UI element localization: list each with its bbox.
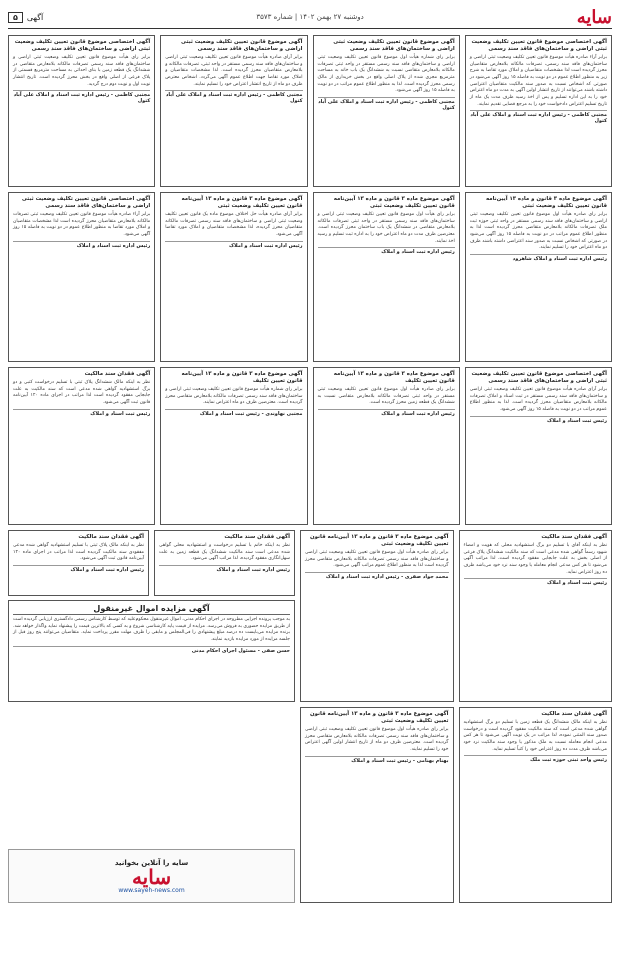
ad-title: آگهی موضوع ماده ۳ قانون و ماده ۱۳ آیین‌نامه قانون تعیین تکلیف وضعیت ثبتی (310, 534, 449, 548)
ad-title: آگهی موضوع ماده ۳ قانون و ماده ۱۳ آیین‌نامه قانون تعیین تکلیف وضعیت ثبتی (333, 196, 455, 210)
ad-signature: رئیس اداره ثبت اسناد و املاک (159, 565, 290, 573)
ad-body: برابر آراء صادره هیأت موضوع قانون تعیین تکلیف وضعیت ثبتی اراضی و ساختمان‌های فاقد سند رسمی، تصرفات مالکانه بلامعارض متقاضیان محرز گردیده است لذا مشخصات متقاضیان و املاک مورد تقاضا به شرح زیر به منظور اطلاع عموم در دو نوبت به فاصله ۱۵ روز آگهی می‌شود در صورتی که اشخاص نسبت به صدور سند مالکیت متقاضیان اعتراضی داشته باشند می‌توانند از تاریخ انتشار اولین آگهی به مدت دو ماه اعتراض خود را به این اداره تسلیم و پس از اخذ رسید ظرف مدت یک ماه از تاریخ تسلیم اعتراض دادخواست خود را به مرجع قضایی تقدیم نمایند. (469, 55, 607, 107)
ad-title: آگهی موضوع ماده ۳ قانون و ماده ۱۳ آیین‌نامه قانون تعیین تکلیف وضعیت ثبتی (181, 196, 303, 210)
ads-row-2 (8, 192, 612, 362)
ad-body: برابر آرای صادره هیأت حل اختلاف موضوع ماده یک قانون تعیین تکلیف وضعیت ثبتی اراضی و ساختمان‌های فاقد سند رسمی تصرفات مالکانه متقاضیان محرز گردیده، لذا مشخصات متقاضیان و املاک مورد تقاضا آگهی می‌شود. (165, 212, 303, 237)
ad-body: برابر آرای صادره هیأت موضوع قانون تعیین تکلیف وضعیت ثبتی اراضی و ساختمان‌های فاقد سند رسمی مستقر در واحد ثبتی، تصرفات مالکانه و بلامعارض متقاضیان محرز گردیده است. لذا مشخصات متقاضیان و املاک مورد تقاضا جهت اطلاع عموم آگهی می‌گردد. اشخاص معترض ظرف دو ماه از تاریخ انتشار اعتراض خود را تسلیم نمایند. (165, 55, 303, 87)
ad-title: آگهی فقدان سند مالکیت (541, 534, 607, 540)
auction-body: به موجب پرونده اجرایی مطروحه در اجرای احکام مدنی، اموال غیرمنقول محکوم‌علیه که توسط کارشناس رسمی دادگستری ارزیابی گردیده است از طریق مزایده حضوری به فروش می‌رسد. مزایده از قیمت پایه کارشناسی شروع و به کسی که بالاترین قیمت را پیشنهاد نماید واگذار خواهد شد. برنده مزایده می‌بایست ده درصد مبلغ پیشنهادی را فی‌المجلس و مابقی را ظرف مهلت مقرر پرداخت نماید. متقاضیان می‌توانند پنج روز قبل از جلسه مزایده از مورد مزایده بازدید نمایند. (13, 617, 290, 642)
ad-body: برابر آراء صادره هیأت موضوع قانون تعیین تکلیف وضعیت ثبتی تصرفات مالکانه بلامعارض متقاضیان محرز گردیده است لذا مشخصات متقاضیان و املاک مورد تقاضا به منظور اطلاع عموم در دو نوبت به فاصله ۱۵ روز آگهی می‌شود. (13, 212, 151, 237)
ad-title: آگهی موضوع ماده ۳ قانون و ماده ۱۳ آیین‌نامه قانون تعیین تکلیف (333, 371, 455, 385)
ad-signature: رئیس اداره ثبت اسناد و املاک (318, 409, 455, 417)
ad-body: برابر رای هیأت اول موضوع قانون تعیین تکلیف وضعیت ثبتی اراضی و ساختمان‌های فاقد سند رسمی مستقر در واحد ثبتی تصرفات مالکانه بلامعارض متقاضی در ششدانگ یک باب ساختمان محرز گردیده است. معترضین ظرف مدت دو ماه اعتراض خود را به اداره ثبت تسلیم و رسید اخذ نمایند. (317, 212, 455, 244)
auction-title: آگهی مزایده اموال غیرمنقول (13, 604, 290, 615)
ad-box (8, 367, 155, 525)
ad-box (160, 192, 307, 362)
ad-title: آگهی فقدان سند مالکیت (84, 371, 151, 377)
page-header (8, 6, 612, 29)
ad-body: برابر آرای صادره هیأت موضوع قانون تعیین تکلیف وضعیت ثبتی اراضی و ساختمان‌های فاقد سند رسمی مستقر در ثبت اسناد و املاک تصرفات مالکانه بلامعارض متقاضیان محرز گردیده است. لذا به منظور اطلاع عموم مراتب در دو نوبت به فاصله ۱۵ روز آگهی می‌شود. (469, 387, 607, 412)
ad-title: آگهی موضوع ماده ۳ قانون و ماده ۱۳ آیین‌نامه قانون تعیین تکلیف (181, 371, 303, 385)
ad-box (160, 35, 307, 187)
mini-row (8, 530, 295, 596)
section-label: آگهی (26, 12, 44, 22)
ad-box (300, 530, 454, 702)
ad-title: آگهی اختصاصی موضوع قانون تعیین تکلیف وضعیت ثبتی اراضی و ساختمان‌های فاقد سند رسمی (471, 39, 607, 53)
ad-title: آگهی فقدان سند مالکیت (541, 711, 607, 717)
ad-signature: رئیس ثبت اسناد و املاک (464, 578, 608, 586)
ad-title: آگهی موضوع ماده ۳ قانون و ماده ۱۳ آیین‌نامه قانون تعیین تکلیف وضعیت ثبتی (310, 711, 449, 725)
ad-signature: بهنام بهنامی - رئیس ثبت اسناد و املاک (305, 756, 449, 764)
ad-signature: رئیس ثبت اسناد و املاک (13, 409, 150, 417)
ads-row-1 (8, 35, 612, 187)
ad-body: نظر به اینکه مالک پلاک ثبتی با تسلیم استشهادیه گواهی شده مدعی مفقودی سند مالکیت گردیده است لذا مراتب در اجرای ماده ۱۲۰ آیین‌نامه قانون ثبت آگهی می‌شود. (13, 543, 144, 562)
ad-body: برابر رای شماره هیأت اول موضوع قانون تعیین تکلیف وضعیت ثبتی اراضی و ساختمان‌های فاقد سند رسمی مستقر در واحد ثبتی تصرفات مالکانه بلامعارض متقاضی نسبت به ششدانگ یک باب خانه به مساحت مترمربع مجزی شده از پلاک اصلی واقع در بخش خریداری از مالک رسمی محرز گردیده است. لذا به منظور اطلاع عموم مراتب در دو نوبت به فاصله ۱۵ روز آگهی می‌شود. (317, 55, 455, 94)
ad-box (300, 707, 454, 903)
ad-body: نظر به اینکه آقای با تسلیم دو برگ استشهادیه محلی که هویت و امضاء شهود رسماً گواهی شده مدعی است که سند مالکیت ششدانگ پلاک فرعی از اصلی بخش به علت جابجایی مفقود گردیده است، لذا مراتب آگهی می‌شود تا هر کس مدعی انجام معامله یا وجود سند نزد خود می‌باشد ظرف ده روز اعتراض نماید. (463, 543, 607, 575)
ad-signature: رئیس اداره ثبت اسناد و املاک (13, 565, 144, 573)
ad-body: نظر به اینکه خانم با تسلیم درخواست و استشهادیه محلی گواهی شده مدعی است سند مالکیت ششدانگ یک قطعه زمین به علت سهل‌انگاری مفقود گردیده، لذا مراتب آگهی می‌شود. (159, 543, 290, 562)
page-indicator (8, 12, 43, 23)
ad-title: آگهی موضوع ماده ۳ قانون و ماده ۱۳ آیین‌نامه قانون تعیین تکلیف وضعیت ثبتی (485, 196, 607, 210)
ad-signature: مجتبی کاظمی - رئیس اداره ثبت اسناد و املاک علی آباد کتول (165, 92, 303, 105)
ad-signature: رئیس اداره ثبت اسناد و املاک (318, 247, 455, 255)
ad-box (313, 35, 460, 187)
ad-signature: مجتبی نهاوندی - رئیس ثبت اسناد و املاک (165, 409, 302, 417)
ad-box (459, 707, 613, 903)
ad-box (465, 192, 612, 362)
ad-box (8, 192, 155, 362)
masthead-logo: سایه (576, 6, 612, 28)
ad-signature: محمد جواد صفری - رئیس اداره ثبت اسناد و املاک (305, 572, 449, 580)
ad-title: آگهی اختصاصی موضوع قانون تعیین تکلیف وضعیت ثبتی اراضی و ساختمان‌های فاقد سند رسمی (471, 371, 607, 385)
ad-box (465, 35, 612, 187)
ad-title: آگهی فقدان سند مالکیت (224, 534, 290, 540)
ad-body: برابر رای صادره هیأت اول موضوع قانون تعیین تکلیف وضعیت ثبتی اراضی و ساختمان‌های فاقد سند رسمی مستقر در واحد ثبتی حوزه ثبت ملک تصرفات مالکانه بلامعارض متقاضی محرز گردیده است لذا به منظور اطلاع عموم مراتب در دو نوبت به فاصله ۱۵ روز آگهی می‌شود در صورتی که اشخاص نسبت به صدور سند اعتراضی داشته باشند ظرف دو ماه اعتراض خود را تسلیم نمایند. (469, 212, 607, 251)
ads-row-4 (8, 530, 612, 702)
ad-signature: رئیس اداره ثبت اسناد و املاک (165, 241, 302, 249)
ad-signature: مجتبی کاظمی - رئیس اداره ثبت اسناد و املاک علی آباد کتول (470, 112, 607, 125)
ad-box (465, 367, 612, 525)
banner-column (8, 707, 295, 903)
ad-signature: رئیس اداره ثبت اسناد و املاک شاهرود (470, 254, 607, 262)
ad-body: برابر رای صادره هیأت اول موضوع قانون تعیین تکلیف وضعیت ثبتی مستقر در واحد ثبتی تصرفات مالکانه بلامعارض متقاضی نسبت به ششدانگ یک قطعه زمین محرز گردیده است. (317, 387, 455, 406)
auction-signature: حسن صفی - مسئول اجرای احکام مدنی (13, 646, 290, 654)
ad-signature: رئیس واحد ثبتی حوزه ثبت ملک (464, 755, 608, 763)
ad-title: آگهی موضوع قانون تعیین تکلیف وضعیت ثبتی اراضی و ساختمان‌های فاقد سند رسمی (181, 39, 303, 53)
banner-url[interactable]: www.sayeh-news.com (118, 886, 185, 894)
ad-box (313, 367, 460, 525)
ad-body: نظر به اینکه مالک ششدانگ پلاک ثبتی با تسلیم درخواست کتبی و دو برگ استشهادیه گواهی شده مدعی است که سند مالکیت به علت جابجایی مفقود گردیده است لذا مراتب در اجرای ماده ۱۲۰ آیین‌نامه قانون ثبت آگهی می‌شود. (13, 380, 151, 405)
ad-body: برابر رای صادره هیأت اول موضوع قانون تعیین تکلیف وضعیت ثبتی اراضی و ساختمان‌های فاقد سند رسمی تصرفات مالکانه بلامعارض متقاضی محرز گردیده است. معترضین ظرف دو ماه از تاریخ انتشار اولین آگهی اعتراض خود را تسلیم نمایند. (305, 727, 449, 752)
ad-title: آگهی اختصاصی موضوع قانون تعیین تکلیف وضعیت ثبتی اراضی و ساختمان‌های فاقد سند رسمی (14, 39, 151, 53)
ad-body: برابر رای هیأت موضوع قانون تعیین تکلیف وضعیت ثبتی اراضی و ساختمان‌های فاقد سند رسمی تصرفات مالکانه بلامعارض متقاضی در ششدانگ یک قطعه زمین با بنای احداثی به مساحت مترمربع قسمتی از پلاک فرعی از اصلی واقع در بخش محرز گردیده است. تاریخ انتشار نوبت اول و نوبت دوم درج گردید. (13, 55, 151, 87)
ad-body: برابر رای شماره هیأت موضوع قانون تعیین تکلیف وضعیت ثبتی اراضی و ساختمان‌های فاقد سند رسمی تصرفات مالکانه بلامعارض متقاضی محرز گردیده است. معترضین ظرف دو ماه اعتراض نمایند. (165, 387, 303, 406)
ad-box (459, 530, 613, 702)
ad-title: آگهی اختصاصی قانون تعیین تکلیف وضعیت ثبتی اراضی و ساختمان‌های فاقد سند رسمی (21, 196, 151, 210)
ad-box (313, 192, 460, 362)
ads-row-3 (8, 367, 612, 525)
banner-tagline: سایه را آنلاین بخوانید (114, 858, 189, 867)
auction-ad (8, 600, 295, 702)
online-banner[interactable] (8, 849, 295, 903)
page-number: ۵ (8, 12, 23, 23)
issue-info: دوشنبه ۲۷ بهمن ۱۴۰۲ | شماره ۳۵۷۳ (256, 13, 364, 21)
banner-logo: سایه (131, 864, 172, 889)
ad-title: آگهی فقدان سند مالکیت (78, 534, 144, 540)
ad-box (154, 530, 295, 596)
left-block (8, 530, 295, 702)
ad-title: آگهی موضوع قانون تعیین تکلیف وضعیت ثبتی اراضی و ساختمان‌های فاقد سند رسمی (333, 39, 455, 53)
ad-body: نظر به اینکه مالک ششدانگ یک قطعه زمین با تسلیم دو برگ استشهادیه گواهی شده مدعی است که سند مالکیت مفقود گردیده است و درخواست صدور سند المثنی نموده، لذا مراتب در یک نوبت آگهی می‌شود تا هر کس مدعی انجام معامله نسبت به ملک مذکور یا وجود سند مالکیت نزد خود می‌باشد ظرف مدت ده روز اعتراض خود را کتباً تسلیم نماید. (463, 720, 607, 752)
ad-signature: مجتبی کاظمی - رئیس اداره ثبت اسناد و املاک علی آباد کتول (13, 92, 151, 105)
ad-signature: رئیس اداره ثبت اسناد و املاک (13, 241, 150, 249)
ads-row-5 (8, 707, 612, 903)
ad-signature: مجتبی کاظمی - رئیس اداره ثبت اسناد و املاک علی آباد کتول (318, 98, 455, 111)
ad-body: برابر رای صادره هیأت اول موضوع قانون تعیین تکلیف وضعیت ثبتی اراضی و ساختمان‌های فاقد سند رسمی تصرفات مالکانه بلامعارض متقاضی محرز گردیده است لذا به منظور اطلاع عموم مراتب آگهی می‌شود. (305, 550, 449, 569)
ad-box (8, 530, 149, 596)
ad-signature: رئیس ثبت اسناد و املاک (470, 416, 607, 424)
ad-box (160, 367, 307, 525)
ad-box (8, 35, 155, 187)
